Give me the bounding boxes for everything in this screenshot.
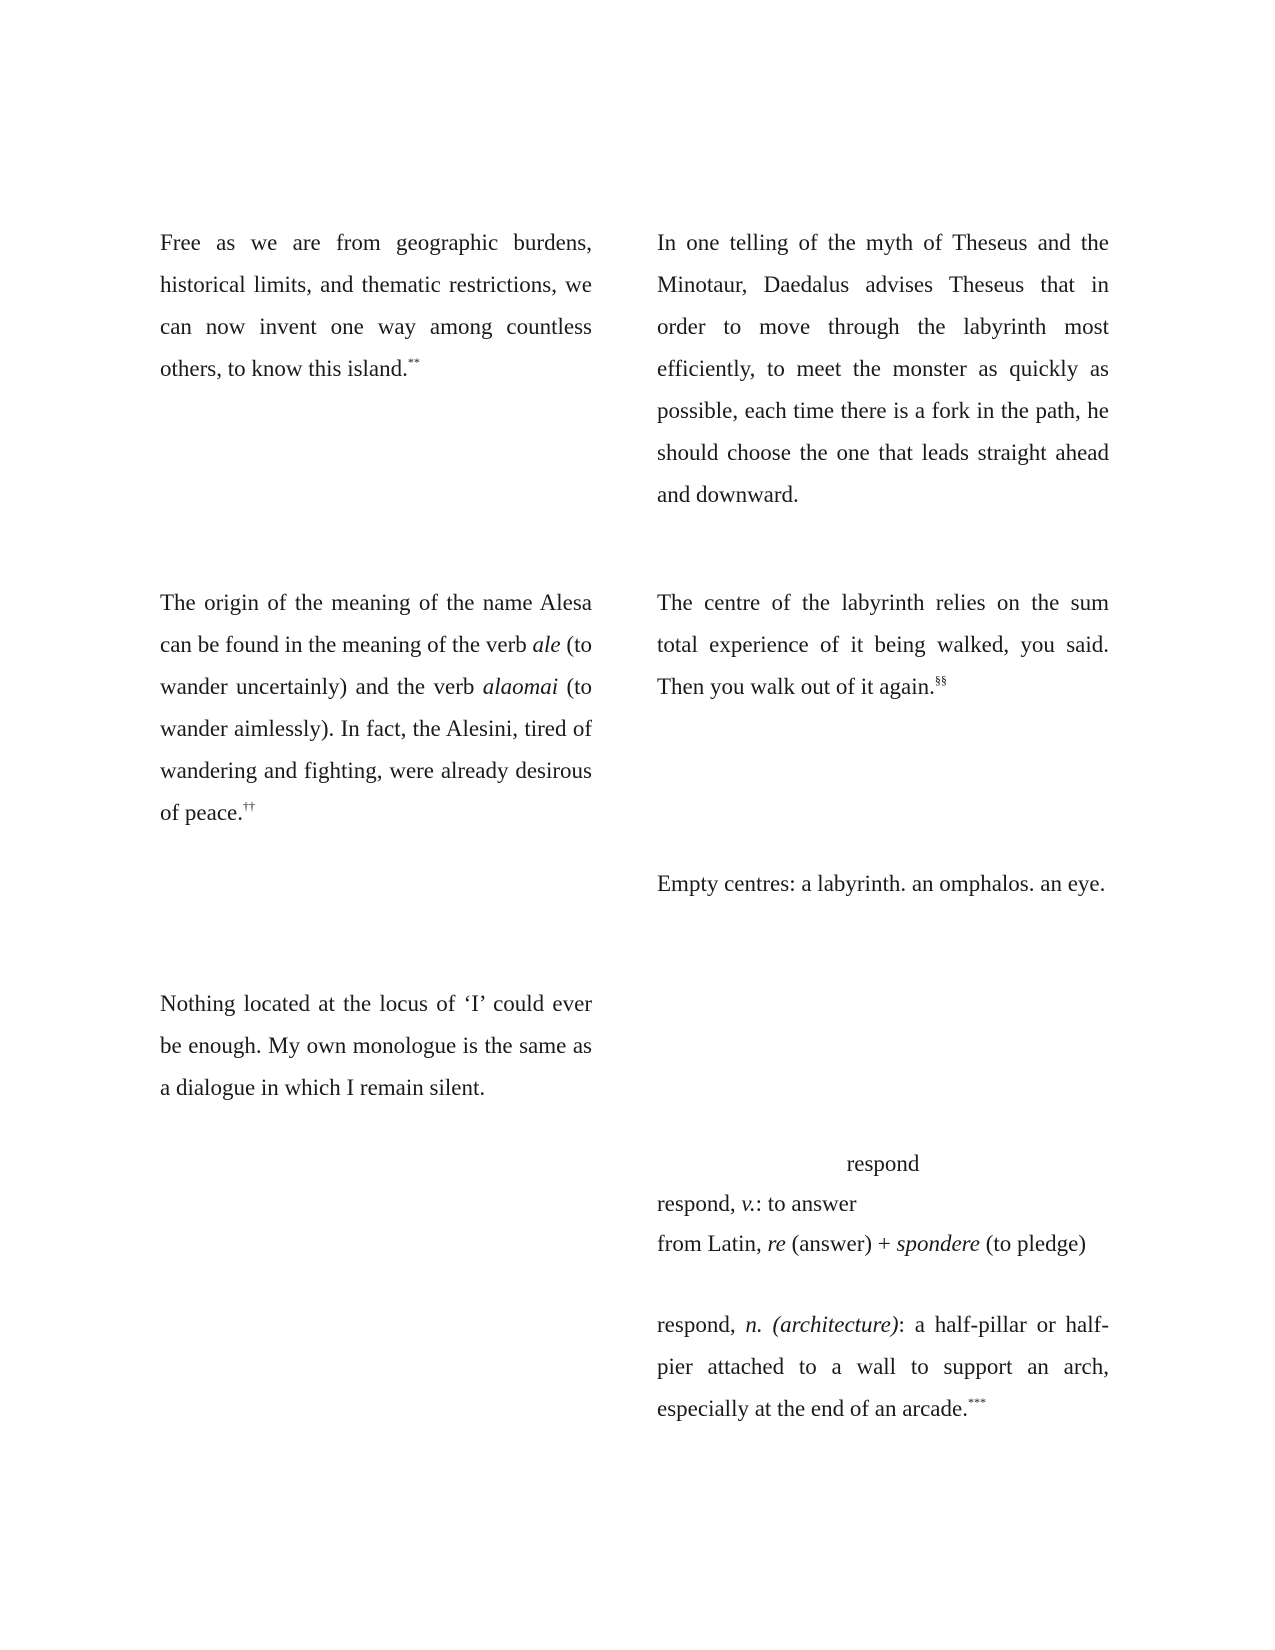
paragraph-text: The origin of the meaning of the name Alesa can be found in the meaning of the verb	[160, 590, 592, 657]
paragraph-text: (to wander uncertainly) and the verb	[160, 632, 592, 699]
paragraph-text: Nothing located at the locus of ‘I’ could ever be enough. My own monologue is the same as a dialogue in which I remain silent.	[160, 991, 592, 1100]
paragraph-origin-alesa	[160, 582, 592, 834]
entry-headword: respond	[846, 1151, 920, 1176]
part-of-speech: n. (architecture)	[745, 1312, 899, 1337]
footnote-marker: §§	[934, 673, 947, 687]
paragraph-centre-labyrinth	[657, 582, 1109, 708]
footnote-marker: ††	[243, 799, 255, 813]
paragraph-text: Free as we are from geographic burdens, historical limits, and thematic restrictions, we can now invent one way among countless others, to know this island.	[160, 230, 592, 381]
paragraph-empty-centres	[657, 863, 1109, 905]
footnote-marker: ***	[967, 1395, 986, 1409]
paragraph-text: In one telling of the myth of Theseus and the Minotaur, Daedalus advises Theseus that in order to move through the labyrinth most efficiently, to meet the monster as quickly as possible, each time there is a fork in the path, he should choose the one that leads straight ahead and downward.	[657, 230, 1109, 507]
entry-definition-verb	[657, 1183, 1109, 1225]
footnote-marker: **	[407, 355, 420, 369]
paragraph-text: The centre of the labyrinth relies on the sum total experience of it being walked, you said. Then you walk out of it again.	[657, 590, 1109, 699]
definition-text: : to answer	[755, 1191, 857, 1216]
entry-definition-noun	[657, 1304, 1109, 1430]
definition-text: respond,	[657, 1191, 742, 1216]
definition-text: : a half-pillar or half-pier attached to a wall to support an arch, especially at the end of an arcade.	[657, 1312, 1109, 1421]
paragraph-free-as-we-are	[160, 222, 592, 390]
term-alaomai: alaomai	[482, 674, 559, 699]
term-re: re	[767, 1231, 786, 1256]
paragraph-text: Empty centres: a labyrinth. an omphalos. an eye.	[657, 871, 1106, 896]
etymology-text: from Latin,	[657, 1231, 768, 1256]
etymology-text: (to pledge)	[979, 1231, 1086, 1256]
paragraph-nothing-located	[160, 983, 592, 1109]
entry-etymology	[657, 1223, 1109, 1265]
paragraph-theseus-minotaur	[657, 222, 1109, 516]
etymology-text: (answer) +	[785, 1231, 897, 1256]
term-ale: ale	[532, 632, 561, 657]
part-of-speech: v.	[741, 1191, 756, 1216]
paragraph-text: (to wander aimlessly). In fact, the Alesini, tired of wandering and fighting, were already desirous of peace.	[160, 674, 592, 825]
term-spondere: spondere	[896, 1231, 980, 1256]
definition-text: respond,	[657, 1312, 746, 1337]
